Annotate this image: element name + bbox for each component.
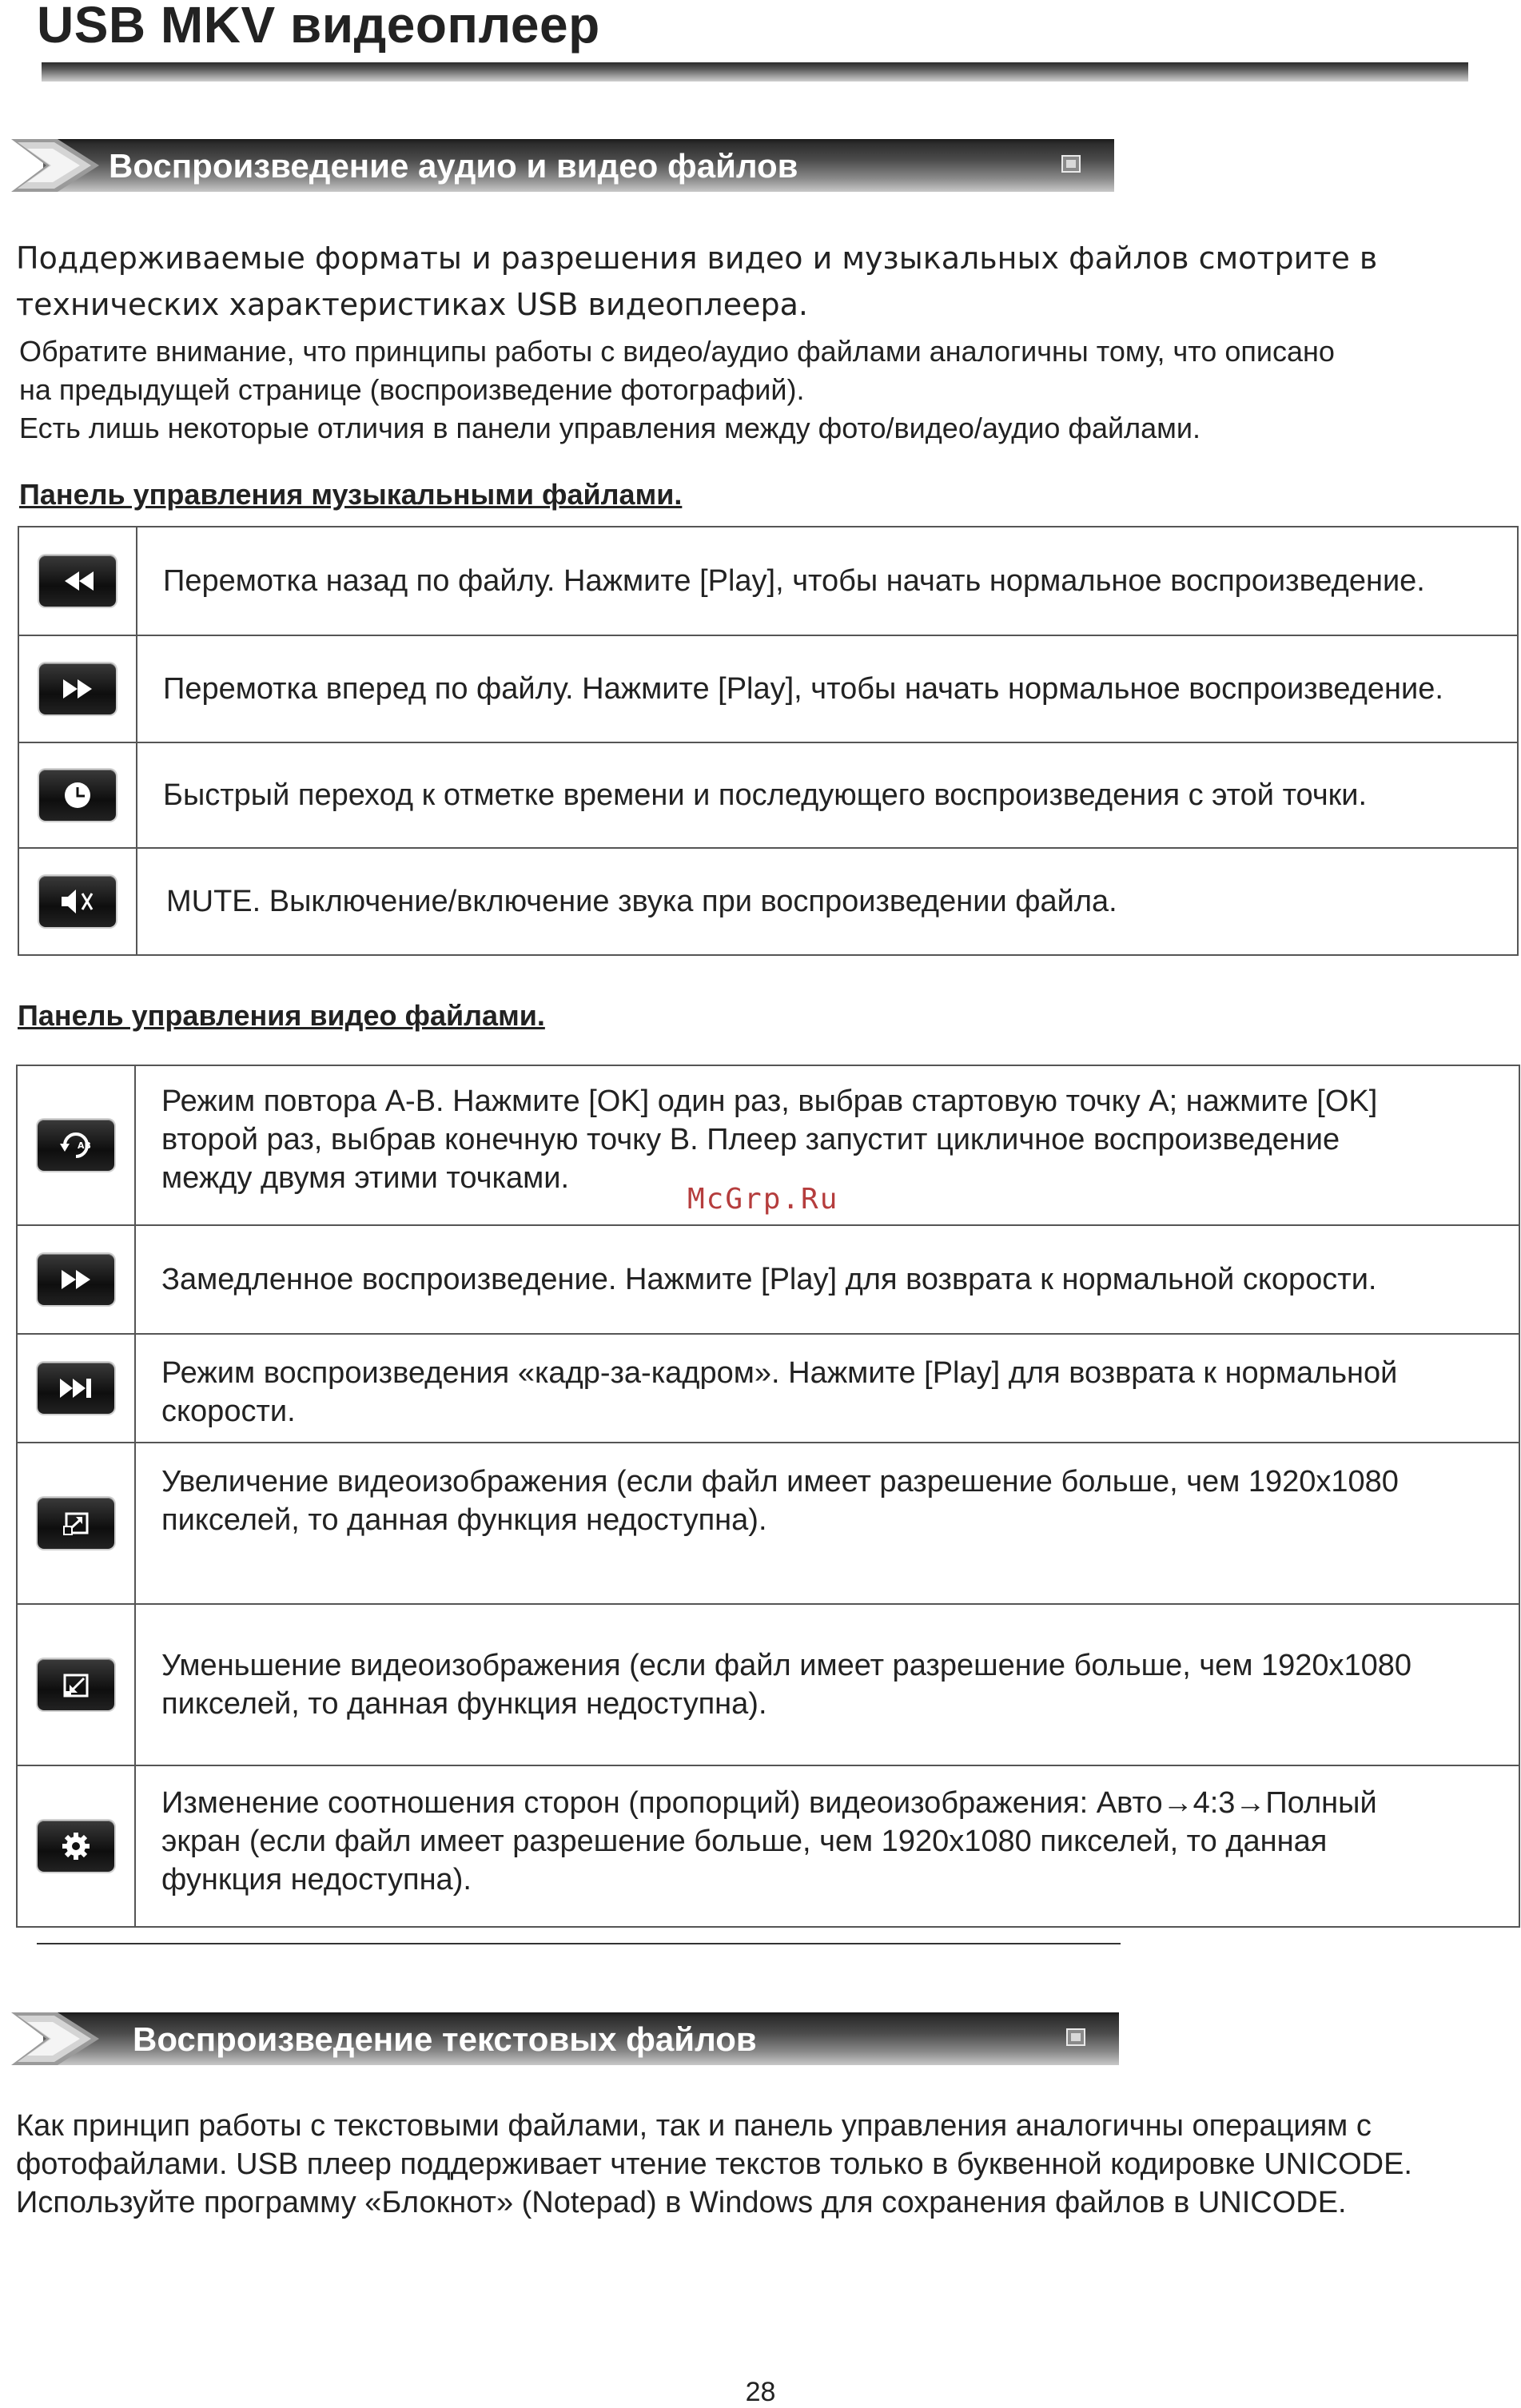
control-description <box>135 1765 1519 1927</box>
description-line: пикселей, то данная функция недоступна). <box>161 1687 767 1721</box>
slow-motion-icon <box>38 1254 114 1305</box>
zoom-out-icon <box>38 1659 114 1710</box>
control-description <box>135 1334 1519 1443</box>
step-frame-icon <box>38 1363 114 1414</box>
paragraph-line: фотофайлами. USB плеер поддерживает чтение текстов только в буквенной кодировке UNICODE. <box>16 2147 1412 2181</box>
description-line: пикселей, то данная функция недоступна). <box>161 1503 767 1537</box>
table-row <box>18 635 1518 742</box>
square-icon <box>1061 155 1081 173</box>
control-description: Перемотка назад по файлу. Нажмите [Play], чтобы начать нормальное воспроизведение. <box>137 527 1518 635</box>
section-banner-title: Воспроизведение текстовых файлов <box>133 2020 757 2058</box>
fast-forward-icon <box>39 663 116 714</box>
description-line: Режим воспроизведения «кадр-за-кадром». Нажмите [Play] для возврата к нормальной <box>161 1356 1398 1390</box>
intro-line: Поддерживаемые форматы и разрешения видео и музыкальных файлов смотрите в <box>16 241 1378 276</box>
repeat-ab-icon <box>38 1120 114 1171</box>
intro-paragraph <box>16 235 1499 328</box>
description-line: Режим повтора А-В. Нажмите [OK] один раз, выбрав стартовую точку А; нажмите [OK] <box>161 1085 1378 1118</box>
chevron-arrow-icon <box>11 139 99 192</box>
divider <box>37 1943 1121 1944</box>
table-row <box>17 1334 1519 1443</box>
page-title: USB MKV видеоплеер <box>37 0 600 54</box>
watermark: McGrp.Ru <box>687 1183 839 1216</box>
note-line: на предыдущей странице (воспроизведение фотографий). <box>19 373 805 406</box>
music-panel-heading: Панель управления музыкальными файлами. <box>19 478 683 511</box>
paragraph-line: Используйте программу «Блокнот» (Notepad) в Windows для сохранения файлов в UNICODE. <box>16 2186 1347 2219</box>
table-row <box>18 742 1518 848</box>
note-line: Обратите внимание, что принципы работы с видео/аудио файлами аналогичны тому, что описано <box>19 335 1335 368</box>
control-description <box>135 1443 1519 1604</box>
control-description <box>135 1604 1519 1765</box>
square-icon <box>1066 2028 1085 2046</box>
description-line: функция недоступна). <box>161 1863 472 1897</box>
clock-icon <box>39 770 116 821</box>
section-banner-audio-video <box>11 139 1114 192</box>
chevron-arrow-icon <box>11 2012 99 2065</box>
section-banner-title: Воспроизведение аудио и видео файлов <box>109 147 798 185</box>
table-row <box>17 1765 1519 1927</box>
paragraph-line: Как принцип работы с текстовыми файлами, так и панель управления аналогичны операциям с <box>16 2109 1372 2143</box>
page-number: 28 <box>745 2377 776 2407</box>
video-panel-heading: Панель управления видео файлами. <box>18 999 545 1032</box>
mute-icon <box>39 876 116 927</box>
description-line: Увеличение видеоизображения (если файл имеет разрешение больше, чем 1920х1080 <box>161 1465 1399 1499</box>
description-line: Уменьшение видеоизображения (если файл имеет разрешение больше, чем 1920х1080 <box>161 1649 1412 1682</box>
rewind-icon <box>39 555 116 607</box>
intro-line: технических характеристиках USB видеоплеера. <box>16 287 808 322</box>
table-row <box>17 1604 1519 1765</box>
table-row <box>18 848 1518 955</box>
notes-paragraph <box>19 332 1335 448</box>
music-controls-table <box>18 526 1519 956</box>
control-description: Перемотка вперед по файлу. Нажмите [Play], чтобы начать нормальное воспроизведение. <box>137 635 1518 742</box>
zoom-in-icon <box>38 1498 114 1549</box>
aspect-ratio-gear-icon <box>38 1821 114 1872</box>
description-line: скорости. <box>161 1395 296 1428</box>
control-description: Быстрый переход к отметке времени и последующего воспроизведения с этой точки. <box>137 742 1518 848</box>
section-banner-text-files <box>11 2012 1119 2065</box>
description-line: Замедленное воспроизведение. Нажмите [Play] для возврата к нормальной скорости. <box>161 1263 1377 1296</box>
description-line: Изменение соотношения сторон (пропорций) видеоизображения: Авто→4:3→Полный <box>161 1786 1377 1820</box>
description-line: между двумя этими точками. <box>161 1161 570 1195</box>
title-underline-bar <box>42 62 1468 82</box>
note-line: Есть лишь некоторые отличия в панели управления между фото/видео/аудио файлами. <box>19 412 1201 444</box>
text-files-paragraph <box>16 2107 1412 2222</box>
table-row <box>18 527 1518 635</box>
control-description: MUTE. Выключение/включение звука при воспроизведении файла. <box>137 848 1518 955</box>
table-row <box>17 1443 1519 1604</box>
control-description <box>135 1225 1519 1334</box>
table-row <box>17 1225 1519 1334</box>
description-line: экран (если файл имеет разрешение больше, чем 1920х1080 пикселей, то данная <box>161 1825 1328 1858</box>
description-line: второй раз, выбрав конечную точку В. Плеер запустит цикличное воспроизведение <box>161 1123 1340 1156</box>
svg-text:AB: AB <box>78 1140 91 1151</box>
